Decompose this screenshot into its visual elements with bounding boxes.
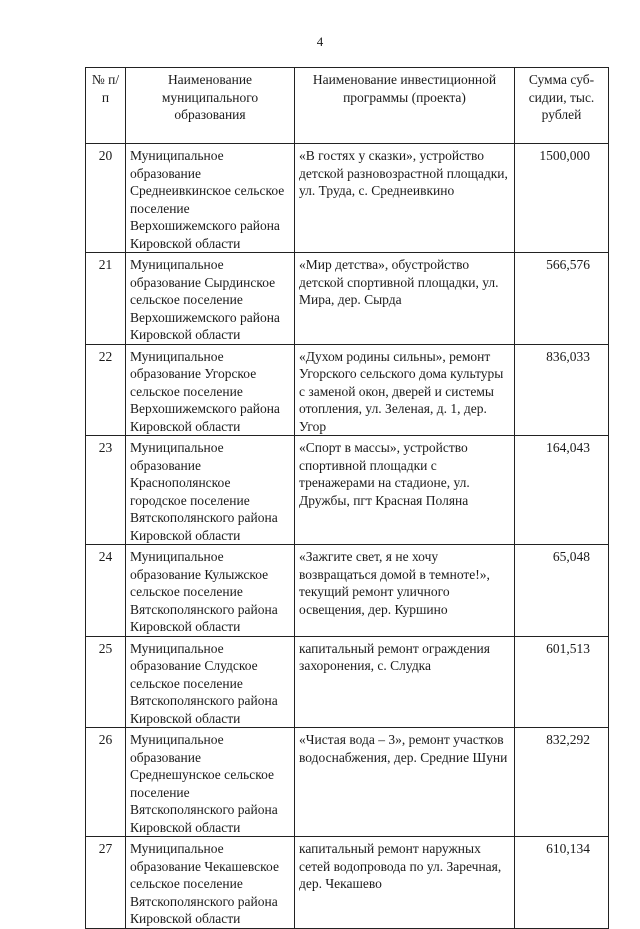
table-header-row <box>86 68 609 144</box>
row-program: «Мир детства», обустройство детской спортивной площадки, ул. Мира, дер. Сырда <box>295 253 515 345</box>
row-num: 22 <box>86 344 126 436</box>
row-amount: 610,134 <box>515 837 609 929</box>
row-program: «Зажгите свет, я не хочу возвращаться домой в темноте!», текущий ремонт уличного освещения, дер. Куршино <box>295 545 515 637</box>
row-num: 23 <box>86 436 126 545</box>
row-municipality: Муниципальное образование Краснополянское городское поселение Вятскополянского района Кировской области <box>126 436 295 545</box>
table-row <box>86 636 609 728</box>
table-row <box>86 436 609 545</box>
row-municipality: Муниципальное образование Угорское сельское поселение Верхошижемского района Кировской области <box>126 344 295 436</box>
row-municipality: Муниципальное образование Кулыжское сельское поселение Вятскополянского района Кировской области <box>126 545 295 637</box>
row-num: 25 <box>86 636 126 728</box>
row-municipality: Муниципальное образование Среднеивкинское сельское поселение Верхошижемского района Кировской области <box>126 144 295 253</box>
row-amount: 164,043 <box>515 436 609 545</box>
row-num: 21 <box>86 253 126 345</box>
header-num: № п/п <box>86 68 126 144</box>
table-row <box>86 545 609 637</box>
row-program: капитальный ремонт ограждения захоронения, с. Слудка <box>295 636 515 728</box>
row-amount: 1500,000 <box>515 144 609 253</box>
header-program: Наименование инвестиционной программы (проекта) <box>295 68 515 144</box>
row-municipality: Муниципальное образование Слудское сельское поселение Вятскополянского района Кировской области <box>126 636 295 728</box>
row-municipality: Муниципальное образование Среднешунское сельское поселение Вятскополянского района Кировской области <box>126 728 295 837</box>
row-num: 20 <box>86 144 126 253</box>
table-row <box>86 728 609 837</box>
row-amount: 65,048 <box>515 545 609 637</box>
row-program: «Духом родины сильны», ремонт Угорского сельского дома культуры с заменой окон, дверей и системы отопления, ул. Зеленая, д. 1, дер. Угор <box>295 344 515 436</box>
row-amount: 832,292 <box>515 728 609 837</box>
table-row <box>86 837 609 929</box>
row-num: 27 <box>86 837 126 929</box>
table-row <box>86 344 609 436</box>
row-amount: 566,576 <box>515 253 609 345</box>
row-program: капитальный ремонт наружных сетей водопровода по ул. Заречная, дер. Чекашево <box>295 837 515 929</box>
table-row <box>86 253 609 345</box>
row-municipality: Муниципальное образование Чекашевское сельское поселение Вятскополянского района Кировской области <box>126 837 295 929</box>
header-municipality: Наименование муниципального образования <box>126 68 295 144</box>
header-amount: Сумма суб-сидии, тыс. рублей <box>515 68 609 144</box>
row-amount: 601,513 <box>515 636 609 728</box>
row-program: «В гостях у сказки», устройство детской разновозрастной площадки, ул. Труда, с. Среднеивкино <box>295 144 515 253</box>
table-row <box>86 144 609 253</box>
page-number: 4 <box>316 34 324 49</box>
row-amount: 836,033 <box>515 344 609 436</box>
row-num: 26 <box>86 728 126 837</box>
row-municipality: Муниципальное образование Сырдинское сельское поселение Верхошижемского района Кировской области <box>126 253 295 345</box>
row-num: 24 <box>86 545 126 637</box>
subsidy-table <box>85 67 609 929</box>
row-program: «Спорт в массы», устройство спортивной площадки с тренажерами на стадионе, ул. Дружбы, пгт Красная Поляна <box>295 436 515 545</box>
row-program: «Чистая вода – 3», ремонт участков водоснабжения, дер. Средние Шуни <box>295 728 515 837</box>
